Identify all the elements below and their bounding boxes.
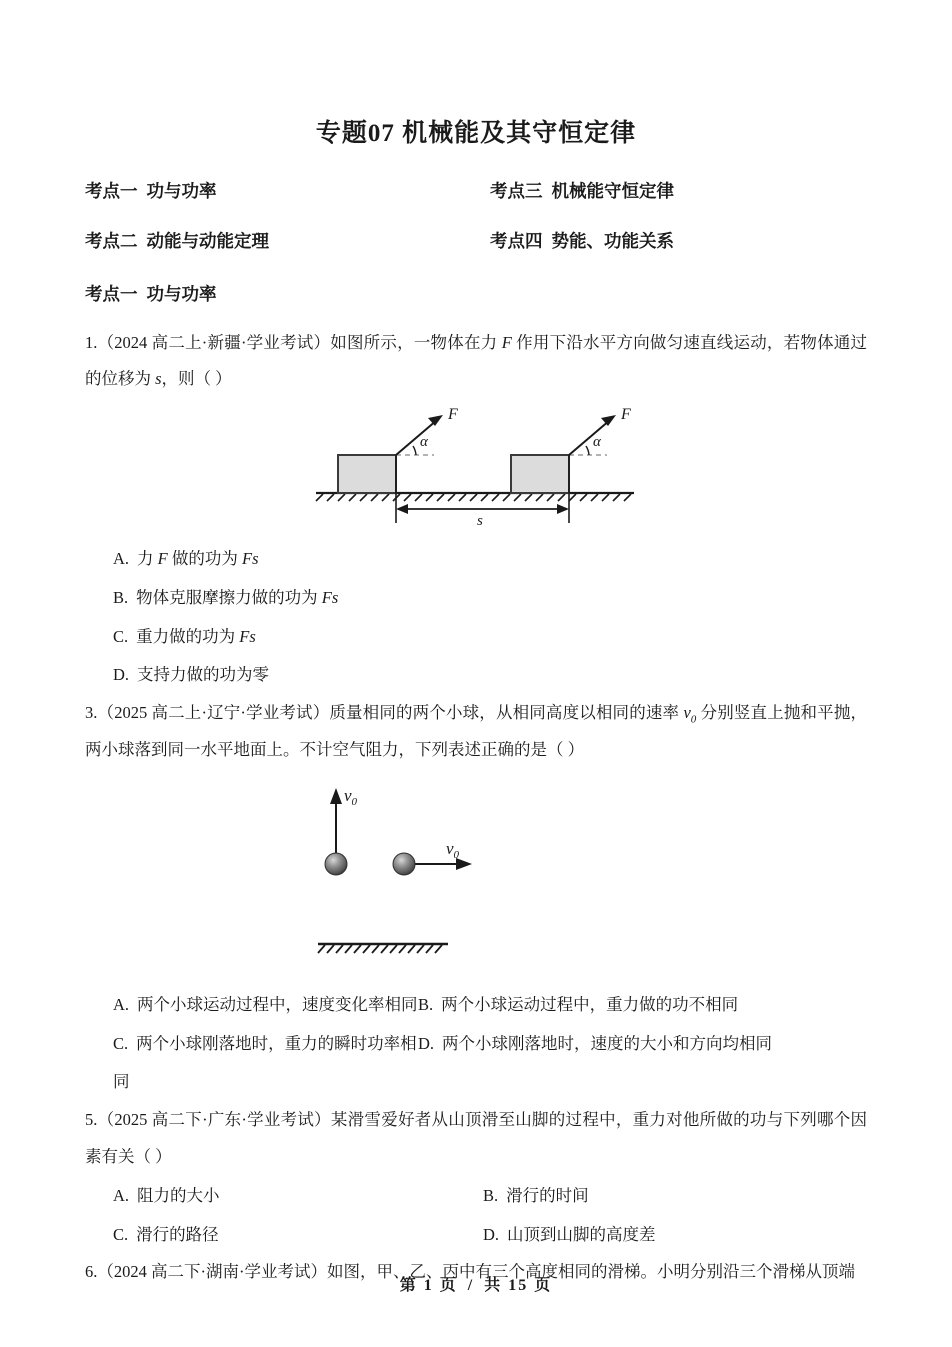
question-5-source: （2025 高二下·广东·学业考试） — [97, 1110, 331, 1130]
option-D[interactable] — [483, 1216, 656, 1255]
page-title: 专题07 机械能及其守恒定律 — [315, 120, 637, 147]
question-3-var-v-sub: 0 — [690, 713, 697, 726]
angle-label-left: α — [420, 434, 428, 451]
option-A-key: A. — [113, 549, 130, 569]
option-A-text: 两个小球运动过程中，速度变化率相同 — [137, 994, 418, 1014]
option-B[interactable] — [483, 1177, 589, 1216]
option-B-text: 两个小球运动过程中，重力做的功不相同 — [441, 994, 739, 1014]
section-heading-label: 考点一 — [85, 283, 138, 304]
question-3-stem — [85, 695, 867, 768]
option-C[interactable] — [113, 1216, 483, 1255]
option-C[interactable] — [113, 618, 867, 657]
option-B[interactable] — [418, 986, 738, 1025]
catalog-item-3-text: 机械能守恒定律 — [551, 180, 674, 201]
force-label-left: F — [448, 406, 458, 424]
question-5-text: 某滑雪爱好者从山顶滑至山脚的过程中，重力对他所做的功与下列哪个因素有关（ ） — [85, 1110, 867, 1166]
catalog-item-2-text: 动能与动能定理 — [146, 230, 269, 251]
question-1-stem — [85, 325, 867, 398]
option-A-text-mid: 做的功为 — [167, 549, 243, 569]
footer-total-pages: 15 — [508, 1277, 529, 1294]
option-D-key: D. — [113, 665, 130, 685]
option-C-key: C. — [113, 626, 129, 646]
velocity-label-vertical: $v_0$ — [344, 785, 358, 808]
angle-arc-left — [413, 446, 416, 455]
option-A-var1: F — [157, 549, 168, 569]
option-B-key: B. — [113, 587, 129, 607]
catalog-item-2 — [85, 231, 490, 252]
option-D[interactable] — [113, 656, 867, 695]
option-D-text-pre: 支持力做的功为零 — [137, 665, 270, 685]
question-6-number: 6. — [85, 1262, 98, 1282]
option-A-key: A. — [113, 1185, 130, 1205]
footer-separator: / — [467, 1277, 475, 1294]
question-1-source: （2024 高二上·新疆·学业考试） — [97, 332, 331, 352]
catalog-row — [85, 231, 867, 252]
question-1-text-2: 作用下沿水平方向做匀速直线运动，若物体通过的位移为 — [85, 332, 868, 388]
option-A-key: A. — [113, 994, 130, 1014]
option-C-key: C. — [113, 1224, 129, 1244]
question-3-text-2: 分别竖直上抛和平抛，两小球落到同一水平地面上。不计空气阻力，下列表述正确的是（ ） — [85, 703, 868, 759]
ball-horizontal — [393, 853, 415, 875]
question-1-text-1: 如图所示，一物体在力 — [330, 332, 502, 352]
option-B-key: B. — [483, 1185, 499, 1205]
option-B-key: B. — [418, 994, 434, 1014]
force-label-right: F — [621, 406, 631, 424]
catalog-item-4-label: 考点四 — [490, 230, 543, 251]
question-1-var-s: s — [155, 368, 162, 388]
ball-horizontal-group — [393, 853, 472, 875]
question-6-source: （2024 高二下·湖南·学业考试） — [97, 1262, 327, 1282]
angle-arc-right — [586, 446, 589, 455]
catalog-item-3 — [490, 181, 674, 202]
option-C-var2: Fs — [239, 626, 256, 646]
question-5-options — [113, 1177, 867, 1255]
block-right — [511, 455, 569, 493]
option-row — [113, 1025, 867, 1103]
option-D-text: 两个小球刚落地时，速度的大小和方向均相同 — [442, 1033, 773, 1053]
option-C-text: 两个小球刚落地时，重力的瞬时功率相同 — [113, 1033, 417, 1092]
ground-hatching-balls — [318, 945, 442, 953]
page-footer — [0, 1272, 952, 1295]
footer-unit-2: 页 — [534, 1277, 553, 1294]
question-5-number: 5. — [85, 1110, 98, 1130]
option-B[interactable] — [113, 579, 867, 618]
option-C-text-pre: 重力做的功为 — [136, 626, 240, 646]
velocity-label-horizontal: $v_0$ — [446, 838, 460, 861]
angle-label-right: α — [593, 434, 601, 451]
question-3-options — [113, 986, 867, 1102]
option-B-text: 滑行的时间 — [506, 1185, 589, 1205]
catalog-row — [85, 181, 867, 202]
question-3-text-1: 质量相同的两个小球，从相同高度以相同的速率 — [329, 703, 684, 723]
option-A[interactable] — [113, 540, 867, 579]
displacement-label: s — [477, 513, 483, 526]
option-row — [113, 1177, 867, 1216]
catalog-list — [85, 181, 867, 252]
option-D-key: D. — [418, 1033, 435, 1053]
option-A[interactable] — [113, 1177, 483, 1216]
block-force-svg — [296, 405, 656, 525]
catalog-item-4 — [490, 231, 674, 252]
question-3-number: 3. — [85, 703, 98, 723]
option-A[interactable] — [113, 986, 418, 1025]
block-left — [338, 455, 396, 493]
option-A-text-pre: 力 — [137, 549, 158, 569]
catalog-item-1-label: 考点一 — [85, 180, 138, 201]
catalog-item-2-label: 考点二 — [85, 230, 138, 251]
footer-page-number: 1 — [423, 1277, 434, 1294]
footer-unit-1: 页 — [439, 1277, 458, 1294]
figure-block-force-diagram — [85, 405, 867, 530]
question-1-number: 1. — [85, 332, 98, 352]
question-5-stem — [85, 1102, 867, 1175]
catalog-item-1-text: 功与功率 — [146, 180, 217, 201]
option-C[interactable] — [113, 1025, 418, 1103]
footer-prefix: 第 — [399, 1277, 418, 1294]
option-D-key: D. — [483, 1224, 500, 1244]
two-balls-svg — [296, 776, 656, 971]
option-D-text: 山顶到山脚的高度差 — [507, 1224, 656, 1244]
section-heading — [85, 281, 867, 306]
section-heading-text: 功与功率 — [146, 283, 217, 304]
option-row — [113, 986, 867, 1025]
ground-hatching — [316, 494, 631, 501]
option-A-text: 阻力的大小 — [137, 1185, 220, 1205]
option-C-text: 滑行的路径 — [136, 1224, 219, 1244]
catalog-item-3-label: 考点三 — [490, 180, 543, 201]
question-3-source: （2025 高二上·辽宁·学业考试） — [97, 703, 330, 723]
catalog-item-1 — [85, 181, 490, 202]
ball-vertical — [325, 853, 347, 875]
option-D[interactable] — [418, 1025, 772, 1103]
option-A-var2: Fs — [242, 549, 259, 569]
footer-total-prefix: 共 — [484, 1277, 503, 1294]
option-C-key: C. — [113, 1033, 129, 1053]
question-3-var-v: v — [683, 703, 691, 723]
question-1-var-F: F — [501, 332, 512, 352]
question-6-text: 如图，甲、乙、丙中有三个高度相同的滑梯。小明分别沿三个滑梯从顶端 — [327, 1262, 855, 1282]
option-B-var2: Fs — [321, 587, 339, 607]
figure-two-balls-diagram — [85, 776, 867, 976]
question-1-options — [113, 540, 867, 695]
question-1-text-3: ，则（ ） — [161, 368, 232, 388]
catalog-item-4-text: 势能、功能关系 — [551, 230, 674, 251]
option-B-text-pre: 物体克服摩擦力做的功为 — [136, 587, 322, 607]
option-row — [113, 1216, 867, 1255]
